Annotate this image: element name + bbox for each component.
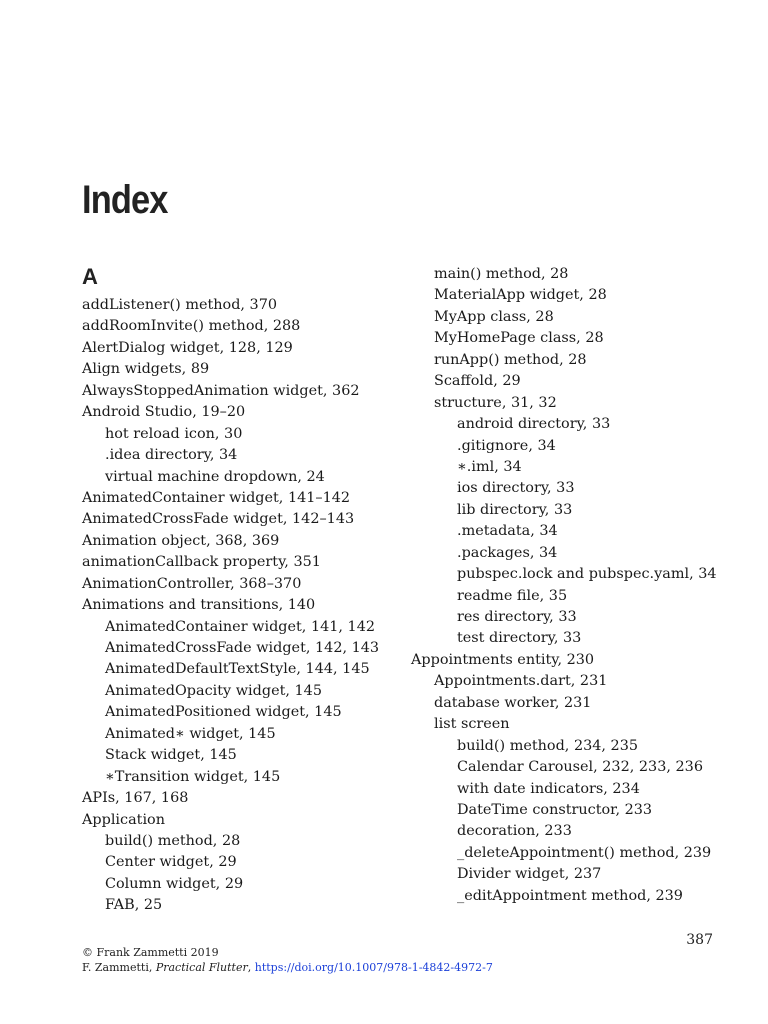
citation-separator: , [247, 960, 255, 974]
index-subentry: runApp() method, 28 [434, 351, 587, 368]
index-subentry: ∗.iml, 34 [457, 458, 522, 475]
index-subentry: .packages, 34 [457, 544, 558, 561]
citation-author: F. Zammetti, [82, 960, 156, 974]
index-subentry: hot reload icon, 30 [105, 425, 243, 442]
index-subentry: Scaffold, 29 [434, 373, 521, 390]
index-subentry: res directory, 33 [457, 609, 577, 625]
index-subentry: AnimatedOpacity widget, 145 [105, 682, 322, 699]
index-entry: Animation object, 368, 369 [82, 532, 280, 549]
index-subentry: Appointments.dart, 231 [434, 673, 608, 690]
index-entry: AnimatedCrossFade widget, 142–143 [82, 511, 355, 528]
index-subentry: Column widget, 29 [105, 875, 244, 892]
index-subentry: with date indicators, 234 [457, 780, 640, 797]
index-subentry: .idea directory, 34 [105, 447, 238, 464]
index-subentry: _editAppointment method, 239 [457, 887, 683, 904]
index-entry: AlertDialog widget, 128, 129 [82, 339, 293, 356]
index-column-right [411, 264, 741, 907]
citation-title: Practical Flutter [155, 960, 248, 974]
index-subentry: AnimatedCrossFade widget, 142, 143 [105, 640, 380, 656]
index-subentry: build() method, 28 [105, 832, 241, 849]
index-subentry: Center widget, 29 [105, 854, 237, 871]
index-subentry: structure, 31, 32 [434, 394, 557, 411]
index-entry: Android Studio, 19–20 [82, 404, 246, 421]
index-entry: Appointments entity, 230 [411, 651, 595, 668]
index-subentry: android directory, 33 [457, 416, 611, 433]
footer [82, 946, 493, 975]
index-subentry: main() method, 28 [434, 266, 569, 282]
index-subentry: Animated∗ widget, 145 [105, 725, 276, 742]
index-column-left [82, 295, 402, 917]
citation-line [82, 961, 493, 976]
index-subentry: MaterialApp widget, 28 [434, 287, 607, 304]
index-entry: Application [82, 811, 165, 828]
index-subentry: AnimatedPositioned widget, 145 [105, 704, 342, 721]
section-letter: A [82, 264, 98, 289]
index-subentry: test directory, 33 [457, 630, 582, 647]
index-subentry: lib directory, 33 [457, 501, 573, 518]
index-subentry: .metadata, 34 [457, 523, 558, 540]
index-subentry: FAB, 25 [105, 897, 163, 914]
index-subentry: MyHomePage class, 28 [434, 330, 604, 347]
index-subentry: AnimatedContainer widget, 141, 142 [105, 618, 376, 635]
index-subentry: .gitignore, 34 [457, 437, 556, 454]
index-subentry: _deleteAppointment() method, 239 [457, 844, 712, 861]
copyright-line: © Frank Zammetti 2019 [82, 946, 219, 959]
index-subentry: list screen [434, 716, 510, 733]
page-number: 387 [686, 932, 713, 948]
page-title: Index [82, 178, 168, 222]
index-subentry: Divider widget, 237 [457, 866, 602, 883]
index-entry: AlwaysStoppedAnimation widget, 362 [82, 382, 360, 399]
index-subentry: virtual machine dropdown, 24 [105, 468, 325, 485]
index-entry: animationCallback property, 351 [82, 554, 321, 571]
index-entry: Align widgets, 89 [82, 361, 210, 378]
index-subentry: Calendar Carousel, 232, 233, 236 [457, 759, 703, 776]
index-entry: addRoomInvite() method, 288 [82, 318, 301, 335]
index-entry: Animations and transitions, 140 [82, 597, 316, 614]
index-subentry: decoration, 233 [457, 823, 572, 840]
index-subentry: DateTime constructor, 233 [457, 801, 653, 818]
index-entry: AnimationController, 368–370 [82, 575, 302, 592]
index-subentry: build() method, 234, 235 [457, 737, 639, 754]
index-subentry: Stack widget, 145 [105, 747, 237, 764]
index-subentry: AnimatedDefaultTextStyle, 144, 145 [105, 661, 370, 678]
index-entry: addListener() method, 370 [82, 297, 278, 313]
index-subentry: ios directory, 33 [457, 480, 575, 497]
index-subentry: MyApp class, 28 [434, 308, 554, 325]
index-subentry: readme file, 35 [457, 587, 568, 604]
index-subentry: pubspec.lock and pubspec.yaml, 34 [457, 566, 717, 583]
index-subentry: ∗Transition widget, 145 [105, 768, 281, 785]
doi-link[interactable]: https://doi.org/10.1007/978-1-4842-4972-7 [254, 960, 493, 974]
index-entry: APIs, 167, 168 [82, 790, 189, 807]
index-subentry: database worker, 231 [434, 694, 592, 711]
index-entry: AnimatedContainer widget, 141–142 [82, 489, 351, 506]
